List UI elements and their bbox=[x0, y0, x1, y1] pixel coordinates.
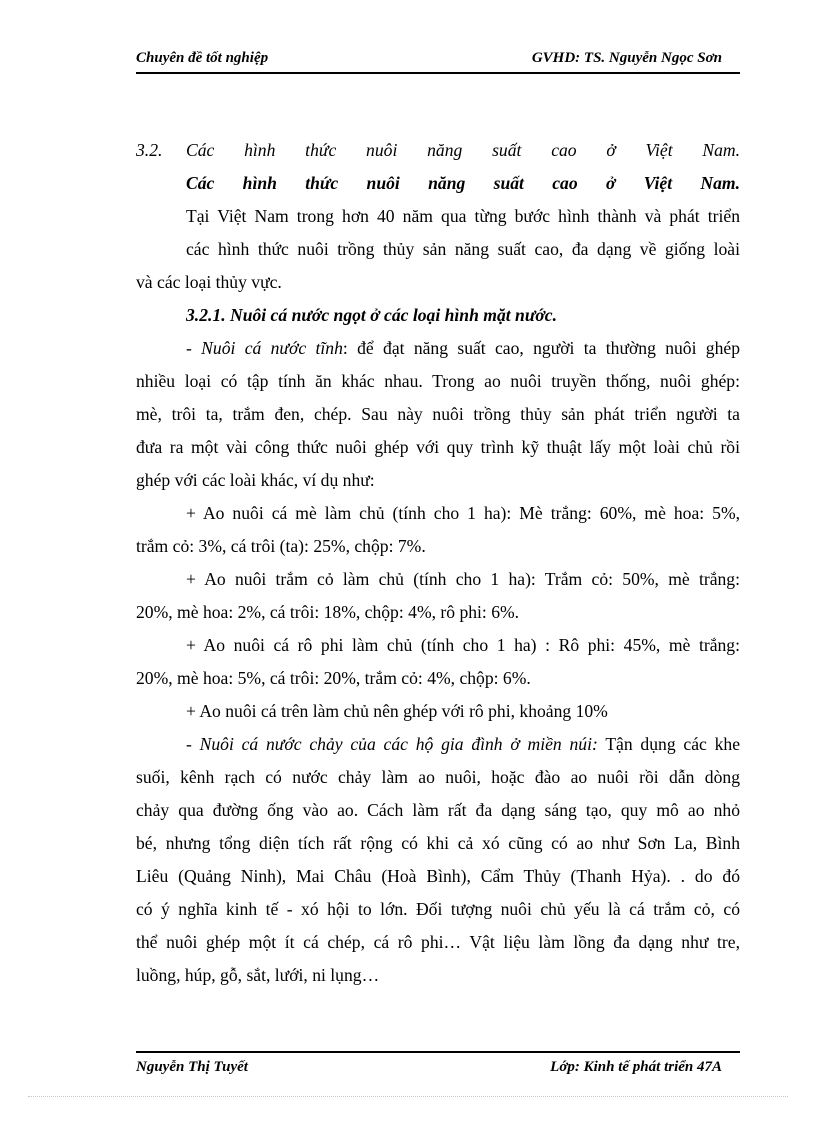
section-heading bbox=[136, 134, 740, 167]
header-left: Chuyên đề tốt nghiệp bbox=[136, 50, 269, 66]
still-water-first-line bbox=[186, 332, 740, 365]
footer-left: Nguyễn Thị Tuyết bbox=[136, 1059, 248, 1075]
formula-3-line-1: + Ao nuôi cá rô phi làm chủ (tính cho 1 ha) : Rô phi: 45%, mè trắng: bbox=[186, 635, 740, 655]
formula-1-line-1: + Ao nuôi cá mè làm chủ (tính cho 1 ha): Mè trắng: 60%, mè hoa: 5%, bbox=[186, 503, 740, 523]
flowing-water-first-line bbox=[186, 728, 740, 761]
still-water-line-4: đưa ra một vài công thức nuôi ghép với quy trình kỹ thuật lấy một loài chủ rồi bbox=[136, 437, 740, 457]
flowing-water-line-7: thể nuôi ghép một ít cá chép, cá rô phi… Vật liệu làm lồng đa dạng như tre, bbox=[136, 932, 740, 952]
still-water-line-2: nhiều loại có tập tính ăn khác nhau. Trong ao nuôi truyền thống, nuôi ghép: bbox=[136, 371, 740, 391]
intro-line-1: Tại Việt Nam trong hơn 40 năm qua từng bước hình thành và phát triển bbox=[186, 206, 740, 226]
intro-line-2: các hình thức nuôi trồng thủy sản năng suất cao, đa dạng về giống loài bbox=[186, 239, 740, 259]
section-title-bold: Các hình thức nuôi năng suất cao ở Việt Nam. bbox=[186, 173, 740, 193]
flowing-water-lead: - Nuôi cá nước chảy của các hộ gia đình ở miền núi: bbox=[186, 734, 598, 754]
header-right: GVHD: TS. Nguyễn Ngọc Sơn bbox=[531, 50, 722, 66]
formula-4-line-1: + Ao nuôi cá trên làm chủ nên ghép với rô phi, khoảng 10% bbox=[186, 701, 608, 721]
formula-3-line-2: 20%, mè hoa: 5%, cá trôi: 20%, trắm cỏ: 4%, chộp: 6%. bbox=[136, 668, 531, 688]
flowing-water-line-4: bé, nhưng tổng diện tích rất rộng có khi cả xó cũng có ao như Sơn La, Bình bbox=[136, 833, 740, 853]
flowing-water-first-rest: Tận dụng các khe bbox=[597, 734, 740, 754]
section-title: Các hình thức nuôi năng suất cao ở Việt Nam. bbox=[186, 140, 740, 160]
still-water-lead: - Nuôi cá nước tĩnh bbox=[186, 338, 343, 358]
formula-1-line-2: trắm cỏ: 3%, cá trôi (ta): 25%, chộp: 7%. bbox=[136, 536, 426, 556]
page-header bbox=[136, 48, 740, 74]
intro-line-3: và các loại thủy vực. bbox=[136, 272, 282, 292]
still-water-line-3: mè, trôi ta, trắm đen, chép. Sau này nuôi trồng thủy sản phát triển người ta bbox=[136, 404, 740, 424]
flowing-water-line-8: luồng, húp, gỗ, sắt, lưới, ni lụng… bbox=[136, 965, 380, 985]
still-water-first-rest: : để đạt năng suất cao, người ta thường nuôi ghép bbox=[342, 338, 740, 358]
page-bottom-divider bbox=[28, 1096, 788, 1097]
footer-right: Lớp: Kinh tế phát triển 47A bbox=[550, 1059, 722, 1075]
formula-2-line-1: + Ao nuôi trắm cỏ làm chủ (tính cho 1 ha): Trắm cỏ: 50%, mè trắng: bbox=[186, 569, 740, 589]
flowing-water-line-3: chảy qua đường ống vào ao. Cách làm rất đa dạng sáng tạo, quy mô ao nhỏ bbox=[136, 800, 740, 820]
flowing-water-line-2: suối, kênh rạch có nước chảy làm ao nuôi, hoặc đào ao nuôi rồi dẫn dòng bbox=[136, 767, 740, 787]
section-number: 3.2. bbox=[136, 140, 163, 160]
still-water-line-5: ghép với các loài khác, ví dụ như: bbox=[136, 470, 375, 490]
flowing-water-line-5: Liêu (Quảng Ninh), Mai Châu (Hoà Bình), Cẩm Thủy (Thanh Hỷa). . do đó bbox=[136, 866, 740, 886]
page-footer bbox=[136, 1051, 740, 1083]
subsection-heading: 3.2.1. Nuôi cá nước ngọt ở các loại hình mặt nước. bbox=[186, 305, 558, 325]
formula-2-line-2: 20%, mè hoa: 2%, cá trôi: 18%, chộp: 4%, rô phi: 6%. bbox=[136, 602, 520, 622]
flowing-water-line-6: có ý nghĩa kinh tế - xó hội to lớn. Đối tượng nuôi chủ yếu là cá trắm cỏ, có bbox=[136, 899, 740, 919]
page-body bbox=[136, 134, 740, 992]
